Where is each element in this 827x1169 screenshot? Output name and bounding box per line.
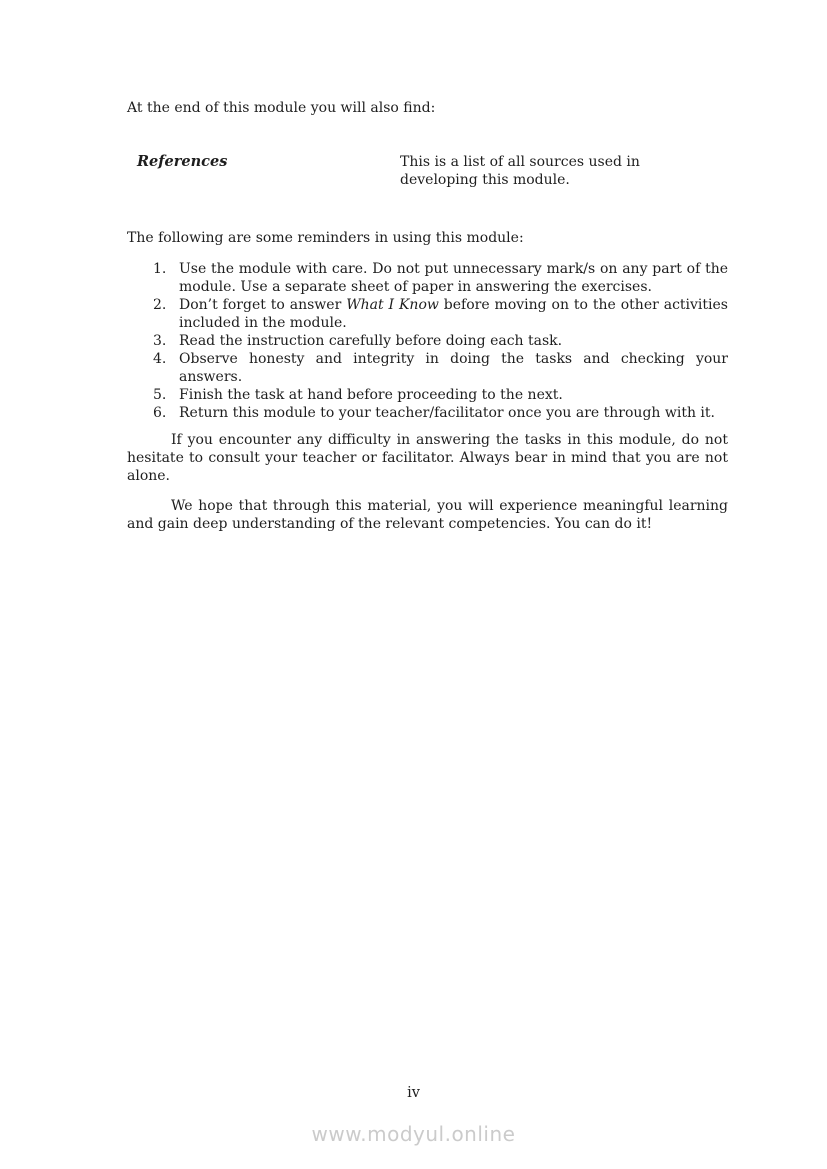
list-item-1 bbox=[127, 260, 728, 296]
list-item-2 bbox=[127, 296, 728, 332]
list-item-italic-text: What I Know bbox=[346, 297, 439, 313]
list-item-3 bbox=[127, 332, 728, 350]
list-item-5 bbox=[127, 386, 728, 404]
list-item-text: before moving on to the other activities included in the module. bbox=[179, 297, 728, 331]
intro-text: At the end of this module you will also find: bbox=[127, 100, 436, 116]
list-item-4 bbox=[127, 350, 728, 386]
reminders-heading: The following are some reminders in using this module: bbox=[127, 230, 524, 246]
list-item-6 bbox=[127, 404, 728, 422]
reminders-list bbox=[127, 260, 728, 422]
list-item-text: Don’t forget to answer bbox=[179, 297, 347, 313]
list-item-text: Observe honesty and integrity in doing the tasks and checking your answers. bbox=[179, 351, 728, 385]
list-number: 1. bbox=[153, 261, 167, 277]
list-number: 6. bbox=[153, 405, 167, 421]
list-number: 3. bbox=[153, 333, 167, 349]
list-item-text: Read the instruction carefully before doing each task. bbox=[179, 333, 563, 349]
references-description: This is a list of all sources used in developing this module. bbox=[400, 154, 640, 188]
list-item-text: Finish the task at hand before proceeding to the next. bbox=[179, 387, 563, 403]
watermark: www.modyul.online bbox=[311, 1122, 516, 1146]
references-row bbox=[127, 153, 728, 189]
list-number: 2. bbox=[153, 297, 167, 313]
references-label: References bbox=[137, 153, 228, 170]
list-number: 5. bbox=[153, 387, 167, 403]
page-content bbox=[127, 99, 728, 533]
list-item-text: Use the module with care. Do not put unnecessary mark/s on any part of the module. Use a separate sheet of paper in answering the exercises. bbox=[179, 261, 728, 295]
list-item-text: Return this module to your teacher/facilitator once you are through with it. bbox=[179, 405, 715, 421]
paragraph-difficulty: If you encounter any difficulty in answering the tasks in this module, do not hesitate to consult your teacher or facilitator. Always bear in mind that you are not alone. bbox=[127, 432, 728, 484]
list-number: 4. bbox=[153, 351, 167, 367]
paragraph-hope: We hope that through this material, you will experience meaningful learning and gain deep understanding of the relevant competencies. You can do it! bbox=[127, 498, 728, 532]
page-number: iv bbox=[407, 1085, 420, 1101]
